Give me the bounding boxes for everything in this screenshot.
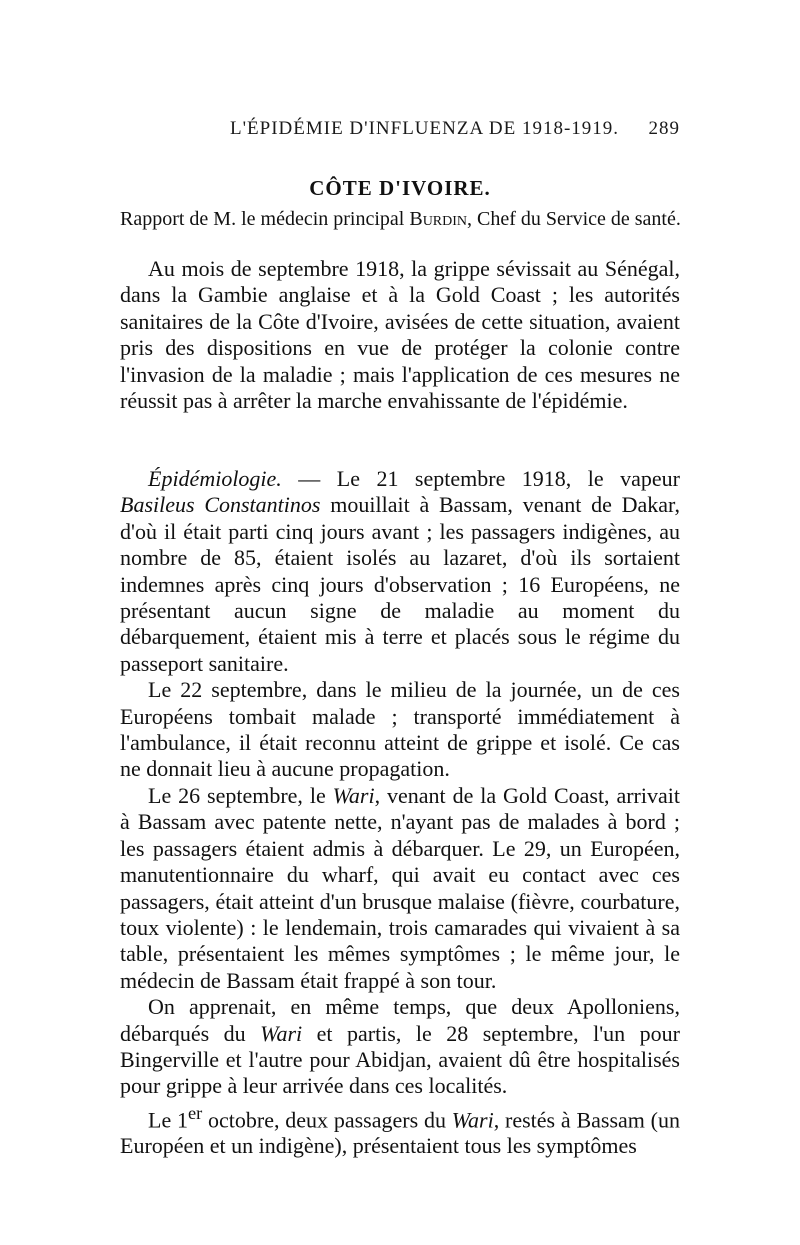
running-title: L'ÉPIDÉMIE D'INFLUENZA DE 1918-1919.	[230, 118, 620, 139]
epidemiology-paragraph-3	[120, 783, 680, 994]
paragraph-text: — Le 21 septembre 1918, le vapeur	[281, 466, 680, 491]
epidemiology-heading: Épidémiologie.	[148, 466, 282, 491]
running-head	[230, 118, 680, 140]
ship-name: Basileus Constantinos	[120, 492, 321, 518]
epidemiology-paragraph-5	[120, 1100, 680, 1160]
epidemiology-paragraph-2: Le 22 septembre, dans le milieu de la journée, un de ces Européens tombait malade ; transporté immédiatement à l'ambulance, il était reconnu atteint de grippe et isolé. Ce cas ne donnait lieu à aucune propagation.	[120, 677, 680, 782]
paragraph-text: Le 26 septembre, le	[148, 782, 333, 808]
ship-name: Wari	[260, 1020, 303, 1046]
report-prefix: Rapport de M. le médecin principal	[120, 208, 410, 230]
ordinal-suffix: er	[188, 1102, 203, 1123]
intro-block	[120, 256, 680, 414]
paragraph-text: , venant de la Gold Coast, arrivait à Bassam avec patente nette, n'ayant pas de malades à bord ; les passagers étaient admis à débarquer. Le 29, un Européen, manutentionnaire du wharf, qui avait eu contact avec ces passagers, était atteint d'un brusque malaise (fièvre, courbature, toux violente) : le lendemain, trois camarades qui vivaient à sa table, présentaient les mêmes symptômes ; le même jour, le médecin de Bassam était frappé à son tour.	[120, 782, 680, 993]
paragraph-text: , restés à Bassam (un Européen et un indigène), présentaient tous les symptômes	[120, 1107, 680, 1159]
intro-paragraph: Au mois de septembre 1918, la grippe sévissait au Sénégal, dans la Gambie anglaise et à la Gold Coast ; les autorités sanitaires de la Côte d'Ivoire, avisées de cette situation, avaient pris des dispositions en vue de protéger la colonie contre l'invasion de la maladie ; mais l'application de ces mesures ne réussit pas à arrêter la marche envahissante de l'épidémie.	[120, 256, 680, 414]
ship-name: Wari	[451, 1107, 494, 1133]
section-title: CÔTE D'IVOIRE.	[309, 176, 491, 200]
epidemiology-block	[120, 466, 680, 1160]
paragraph-text: Le 1	[148, 1107, 188, 1133]
ship-name: Wari	[332, 782, 375, 808]
page-number: 289	[648, 118, 680, 139]
paragraph-text: octobre, deux passagers du	[202, 1107, 452, 1133]
paragraph-text: On apprenait, en même temps, que deux Apolloniens, débarqués du	[120, 994, 680, 1046]
paragraph-text: mouillait à Bassam, venant de Dakar, d'où il était parti cinq jours avant ; les passagers indigènes, au nombre de 85, étaient isolés au lazaret, d'où ils sortaient indemnes après cinq jours d'observation ; 16 Européens, ne présentant aucun signe de maladie au moment du débarquement, étaient mis à terre et placés sous le régime du passeport sanitaire.	[120, 492, 680, 676]
paragraph-text: et partis, le 28 septembre, l'un pour Bingerville et l'autre pour Abidjan, avaient dû être hospitalisés pour grippe à leur arrivée dans ces localités.	[120, 1020, 680, 1099]
report-author: Burdin	[409, 208, 468, 230]
epidemiology-paragraph-4	[120, 994, 680, 1100]
epidemiology-paragraph-1	[120, 466, 680, 677]
report-attribution	[120, 208, 690, 231]
report-suffix: , Chef du Service de santé.	[467, 208, 681, 230]
